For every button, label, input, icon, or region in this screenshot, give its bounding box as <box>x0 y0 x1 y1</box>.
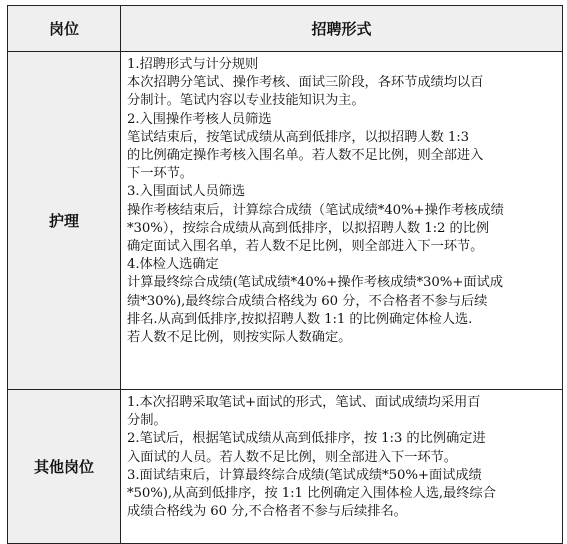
header-position: 岗位 <box>8 6 121 52</box>
position-cell: 护理 <box>8 52 121 390</box>
content-line: 下一环节。 <box>127 166 193 182</box>
table-row-nursing <box>8 52 563 390</box>
content-line: 入面试的人员。若人数不足比例，则全部进入下一环节。 <box>127 449 457 465</box>
content-line: 笔试结束后，按笔试成绩从高到低排序，以拟招聘人数 1:3 <box>127 129 469 145</box>
content-line: 分制。 <box>127 413 167 429</box>
header-recruitment-form: 招聘形式 <box>121 6 563 52</box>
content-line: 排名.从高到低排序,按拟招聘人数 1:1 的比例确定体检人选. <box>127 311 473 327</box>
content-line: 2.笔试后，根据笔试成绩从高到低排序，按 1:3 的比例确定进 <box>127 431 486 447</box>
content-cell <box>121 52 563 390</box>
content-line: 本次招聘分笔试、操作考核、面试三阶段，各环节成绩均以百 <box>127 75 484 91</box>
content-line: 的比例确定操作考核入围名单。若人数不足比例，则全部进入 <box>127 148 484 164</box>
position-cell: 其他岗位 <box>8 390 121 544</box>
content-cell <box>121 390 563 544</box>
content-line: 计算最终综合成绩(笔试成绩*40%+操作考核成绩*30%+面试成 <box>127 275 503 291</box>
table-row-other-positions <box>8 390 563 544</box>
content-line: 2.入围操作考核人员筛选 <box>127 111 272 127</box>
content-line: 若人数不足比例，则按实际人数确定。 <box>127 330 352 346</box>
content-line: 分制计。笔试内容以专业技能知识为主。 <box>127 93 365 109</box>
content-line: 成绩合格线为 60 分,不合格者不参与后续排名。 <box>127 504 407 520</box>
content-line: 确定面试入围名单，若人数不足比例，则全部进入下一环节。 <box>127 239 484 255</box>
recruitment-table <box>7 5 563 544</box>
content-line: 绩*30%),最终综合成绩合格线为 60 分，不合格者不参与后续 <box>127 293 488 309</box>
content-line: *50%),从高到低排序，按 1:1 比例确定入围体检人选,最终综合 <box>127 486 496 502</box>
content-line: 4.体检人选确定 <box>127 257 219 273</box>
content-line: 1.招聘形式与计分规则 <box>127 57 259 72</box>
content-line: 操作考核结束后，计算综合成绩（笔试成绩*40%+操作考核成绩 <box>127 202 504 218</box>
content-line: 3.面试结束后，计算最终综合成绩(笔试成绩*50%+面试成绩 <box>127 467 482 483</box>
table-header-row <box>8 6 563 52</box>
content-line: 1.本次招聘采取笔试+面试的形式，笔试、面试成绩均采用百 <box>127 395 481 410</box>
content-line: 3.入围面试人员筛选 <box>127 184 246 200</box>
content-line: *30%），按综合成绩从高到低排序，以拟招聘人数 1:2 的比例 <box>127 220 490 236</box>
